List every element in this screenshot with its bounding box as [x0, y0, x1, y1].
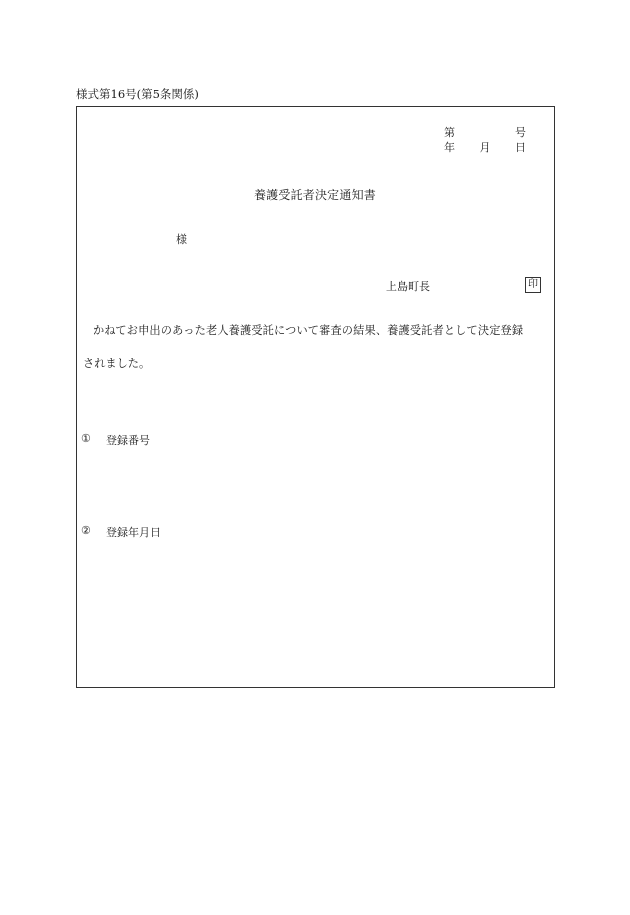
date-day-label: 日	[515, 141, 526, 154]
document-number-suffix: 号	[515, 126, 526, 139]
item-marker: ①	[81, 432, 91, 445]
item-registration-number	[81, 432, 150, 448]
document-title: 養護受託者決定通知書	[253, 188, 376, 202]
date-year-label: 年	[444, 141, 455, 154]
item-registration-date	[81, 524, 161, 540]
item-label: 登録番号	[106, 434, 150, 447]
item-label: 登録年月日	[106, 526, 161, 539]
document-date	[444, 139, 526, 155]
body-text-line-2: されました。	[83, 357, 151, 370]
document-number	[444, 124, 526, 140]
body-text-line-1: かねてお申出のあった老人養護受託について審査の結果、養護受託者として決定登録	[93, 324, 524, 337]
sender-name: 上島町長	[386, 280, 430, 293]
document-number-prefix: 第	[444, 126, 455, 139]
seal-mark: 印	[525, 277, 541, 293]
recipient-honorific: 様	[176, 233, 187, 246]
item-marker: ②	[81, 524, 91, 537]
form-number: 様式第16号(第5条関係)	[76, 87, 199, 101]
date-month-label: 月	[479, 141, 491, 154]
